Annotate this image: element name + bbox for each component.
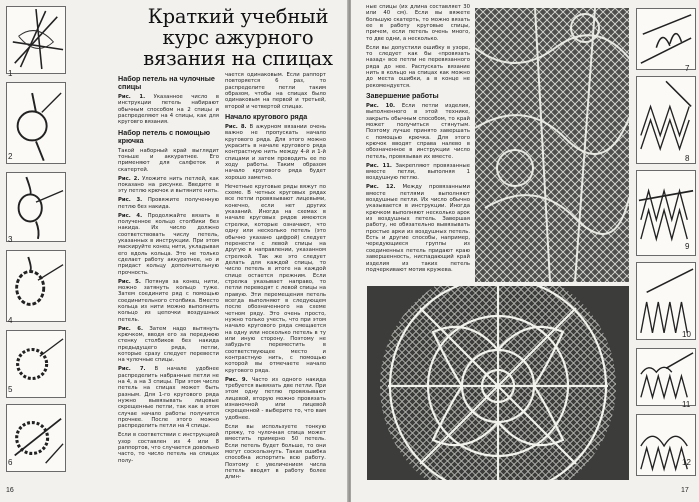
figure-label: Рис. 12. — [366, 184, 396, 191]
figure-number: 4 — [8, 316, 13, 325]
paragraph-text: Если вы используете тонкую пряжу, то чулочная спица может вместить примерно 50 петель. Если петель будет больше, то они могут соскользнуть. Такая ошибка способна испортить всю работу. Поэтому с увеличением числа петель вводят в работу более длин- — [225, 423, 326, 481]
figure-label: Рис. 8. — [225, 124, 247, 131]
paragraph — [225, 424, 326, 481]
figure-7-crossed-stitch — [636, 8, 696, 70]
figure-label: Рис. 4. — [118, 212, 143, 219]
crochet-hook-illustration — [7, 173, 65, 241]
paragraph — [225, 377, 326, 421]
figure-number: 12 — [682, 458, 691, 467]
figure-5-ring-closed — [6, 330, 66, 398]
crochet-ring-illustration — [7, 251, 65, 321]
title-line: Краткий учебный — [147, 5, 329, 28]
fasten-illustration — [637, 349, 695, 405]
paragraph — [118, 279, 219, 323]
figure-number: 11 — [682, 400, 691, 409]
marker-thread-illustration — [637, 77, 695, 163]
crossed-stitch-illustration — [637, 9, 695, 69]
section-heading: Набор петель с помощью крючка — [118, 127, 211, 145]
paragraph-text: Закрепляют провязанные вместе петли, выполняя 1 воздушную петлю. — [366, 162, 470, 182]
paragraph — [366, 45, 470, 89]
figure-number: 8 — [685, 154, 690, 163]
paragraph — [118, 432, 219, 464]
text-column-3 — [366, 4, 470, 276]
page-number: 16 — [6, 487, 14, 494]
paragraph-text: Если петли изделия, выполненного в этой технике, закрыть обычным способом, то край может получиться стянутым. Поэтому лучше принято завершать с помощью крючка. Для этого крючок вводят справа налево в обозначенное в инструкции число петель, провязывая их вместе. — [366, 103, 471, 160]
page-title — [138, 6, 338, 69]
lace-photo — [475, 8, 629, 282]
figure-label: Рис. 6. — [118, 325, 143, 332]
paragraph-text: В начале удобнее распределить набранные петли не на 4, а на 3 спицы. При этом число петель на спицах может быть разным. Для 1-го кругового ряда нужно вывязывать лицевые скрещенные петли, так как в этом случае начало работы получится прочнее. После этого можно распределить петли на 4 спицы. — [118, 366, 219, 430]
figure-number: 9 — [685, 242, 690, 251]
text-column-1 — [118, 72, 219, 467]
text-column-2 — [225, 72, 326, 483]
figure-label: Рис. 10. — [366, 103, 396, 110]
paragraph-text: Уложите нить петлей, как показано на рисунке. Введите в эту петлю крючок и вытяните нить. — [118, 175, 219, 195]
figure-2-loop — [6, 82, 66, 164]
paragraph — [118, 366, 219, 429]
bind-off-illustration — [637, 263, 695, 339]
figure-11-fasten — [636, 348, 696, 406]
paragraph — [366, 163, 470, 182]
lace-texture — [475, 8, 629, 282]
paragraph-text: Если в соответствии с инструкцией узор составлен из 4 или 8 раппортов, что случается довольно часто, то число петель на спицах полу- — [118, 432, 219, 464]
left-page — [0, 0, 348, 502]
figure-label: Рис. 1. — [118, 94, 146, 100]
paragraph-text: Такой наборный край выглядит тоньше и аккуратнее. Его применяют для салфеток и скатертей. — [118, 147, 219, 173]
paragraph-text: Указанное число в инструкции петель набирают обычным способом на 2 спицы и распределяют на 4 спицы, как для круговго вязания. — [118, 94, 219, 126]
right-page — [351, 0, 699, 502]
figure-6-pickup — [6, 404, 66, 472]
figure-label: Рис. 5. — [118, 278, 141, 285]
section-heading: Завершение работы — [366, 91, 439, 101]
paragraph — [366, 103, 470, 160]
section-heading: Набор петель на чулочные спицы — [118, 74, 215, 91]
figure-number: 2 — [8, 152, 13, 161]
figure-4-ring — [6, 250, 66, 322]
paragraph — [118, 197, 219, 210]
figure-label: Рис. 2. — [118, 175, 140, 182]
page-number: 17 — [681, 487, 689, 494]
paragraph — [366, 4, 470, 42]
figure-label: Рис. 9. — [225, 376, 248, 383]
title-line: вязания на спицах — [143, 47, 333, 70]
closed-ring-illustration — [7, 331, 65, 397]
paragraph-text: Продолжайте вязать в полученное кольцо столбики без накида. Их число должно соответствовать числу петель, указанных в инструкции. При этом маскируйте конец нити, укладывая его вдоль кольца. Это не только сделает работу аккуратнее, но и придаст кольцу дополнительную прочность. — [118, 212, 220, 276]
figure-number: 1 — [8, 69, 13, 78]
figure-3-chain — [6, 172, 66, 242]
doily-texture — [367, 286, 629, 480]
figure-label: Рис. 3. — [118, 197, 143, 204]
figure-label: Рис. 7. — [118, 366, 146, 373]
paragraph-text: Провяжите полученную петлю без накида. — [118, 197, 219, 210]
figure-number: 10 — [682, 330, 691, 339]
paragraph — [225, 124, 326, 181]
paragraph — [366, 184, 470, 273]
paragraph — [118, 213, 219, 276]
section-heading: Начало кругового ряда — [225, 112, 308, 122]
title-line: курс ажурного — [162, 26, 314, 49]
figure-number: 5 — [8, 385, 13, 394]
paragraph-text: Затем надо вытянуть крючком, вводя его за переднюю стенку столбиков без накида предыдущего ряда, петли, которые сразу следует перевести на чулочные спицы. — [118, 325, 220, 364]
figure-8-marker — [636, 76, 696, 164]
paragraph-text: Если вы допустили ошибку в узоре, то следует как бы «провязать назад» все петли не перевязанного ряда до нее. Распускать вязание нить в кольцо на спицах как можно до места ошибки, а в конце не рекомендуется. — [366, 44, 470, 89]
paragraph-text: Между провязанными вместе петлями выполняют воздушные петли. Их число обычно указывается в инструкции. Иногда крючком выполняют несколько арок из воздушных петель. Завершая работу, не обязательно вывязывать простые арки из воздушных петель. Есть и другие способы, например, чередующиеся группы из соединенных петель придают краю завершенность, ниспадающий край изделия из таких петель подчеркивают мотив кружева. — [366, 184, 470, 273]
paragraph-text: Потянув за конец нити, можно затянуть кольцо туже. Затем соедините ряд с помощью соединительного столбика. Вместо кольца из нити можно выполнить кольцо из цепочки воздушных петель. — [118, 278, 220, 323]
paragraph — [225, 72, 326, 110]
figure-number: 6 — [8, 458, 13, 467]
paragraph — [118, 148, 219, 173]
doily-photo — [367, 286, 629, 480]
paragraph — [118, 176, 219, 195]
needles-illustration — [7, 7, 65, 73]
figure-label: Рис. 11. — [366, 162, 392, 169]
paragraph-text: В ажурном вязании очень важно не пропускать начало кругового ряда. Для этого можно украсить в начале кругового ряда контрастную нить между 4-й и 1-й спицами и затем проводить ее по ходу работы. Таким образом начало кругового ряда будет хорошо заметно. — [225, 124, 326, 181]
paragraph-text: Нечетные круговые ряды вяжут по схеме. В четных круговых рядах все петли провязывают лицевыми, конечно, если нет других указаний. Иногда на схемах в начале круговых рядов имеются стрелки, которые означают, что одну или несколько петель (это обычно указано цифрой) следует перенести с левой спицы на другую в направлении, указанном стрелкой. Так же это следует делать для каждой спицы, то число петель в итоге на каждой спице остается прежним. Если стрелка указывает направо, то петли переводят с левой спицы на правую. Эти перемещения петель всегда выполняют в следующем после обозначенного на схеме четном ряду. Это очень просто, нужно только учесть, что при этом начало кругового ряда смещается на одну или несколько петель в ту или иную сторону. Поэтому не забудьте переместить в соответствующее место и контрастную нить, с помощью которой вы отмечаете начало кругового ряда. — [225, 183, 326, 374]
picked-up-loops-illustration — [7, 405, 65, 471]
paragraph-text: Часто из одного накида требуется вывязать две петли. При этом одну петлю провязывают лицевой, вторую можно провязать изнаночной или лицевой скрещенной - выберите то, что вам удобнее. — [225, 376, 326, 421]
paragraph-text: ные спицы (их длина составляет 30 или 40 см). Если вы вяжете большую скатерть, то можно вязать ее в работу круговые спицы, причем, если петель очень много, то две одни, а несколько. — [366, 4, 470, 42]
figure-10-bind-off — [636, 262, 696, 340]
figure-number: 3 — [8, 235, 13, 244]
paragraph — [118, 94, 219, 126]
paragraph-text: чается одинаковым. Если раппорт повторяется 6 раз, то распределите петли таким образом, чтобы на спицах было одинаковым на первой и третьей, второй и четвертой спицах. — [225, 72, 326, 110]
figure-number: 7 — [685, 64, 690, 73]
paragraph — [225, 184, 326, 374]
paragraph — [118, 326, 219, 364]
yarn-loop-illustration — [7, 83, 65, 163]
figure-1-needles — [6, 6, 66, 74]
